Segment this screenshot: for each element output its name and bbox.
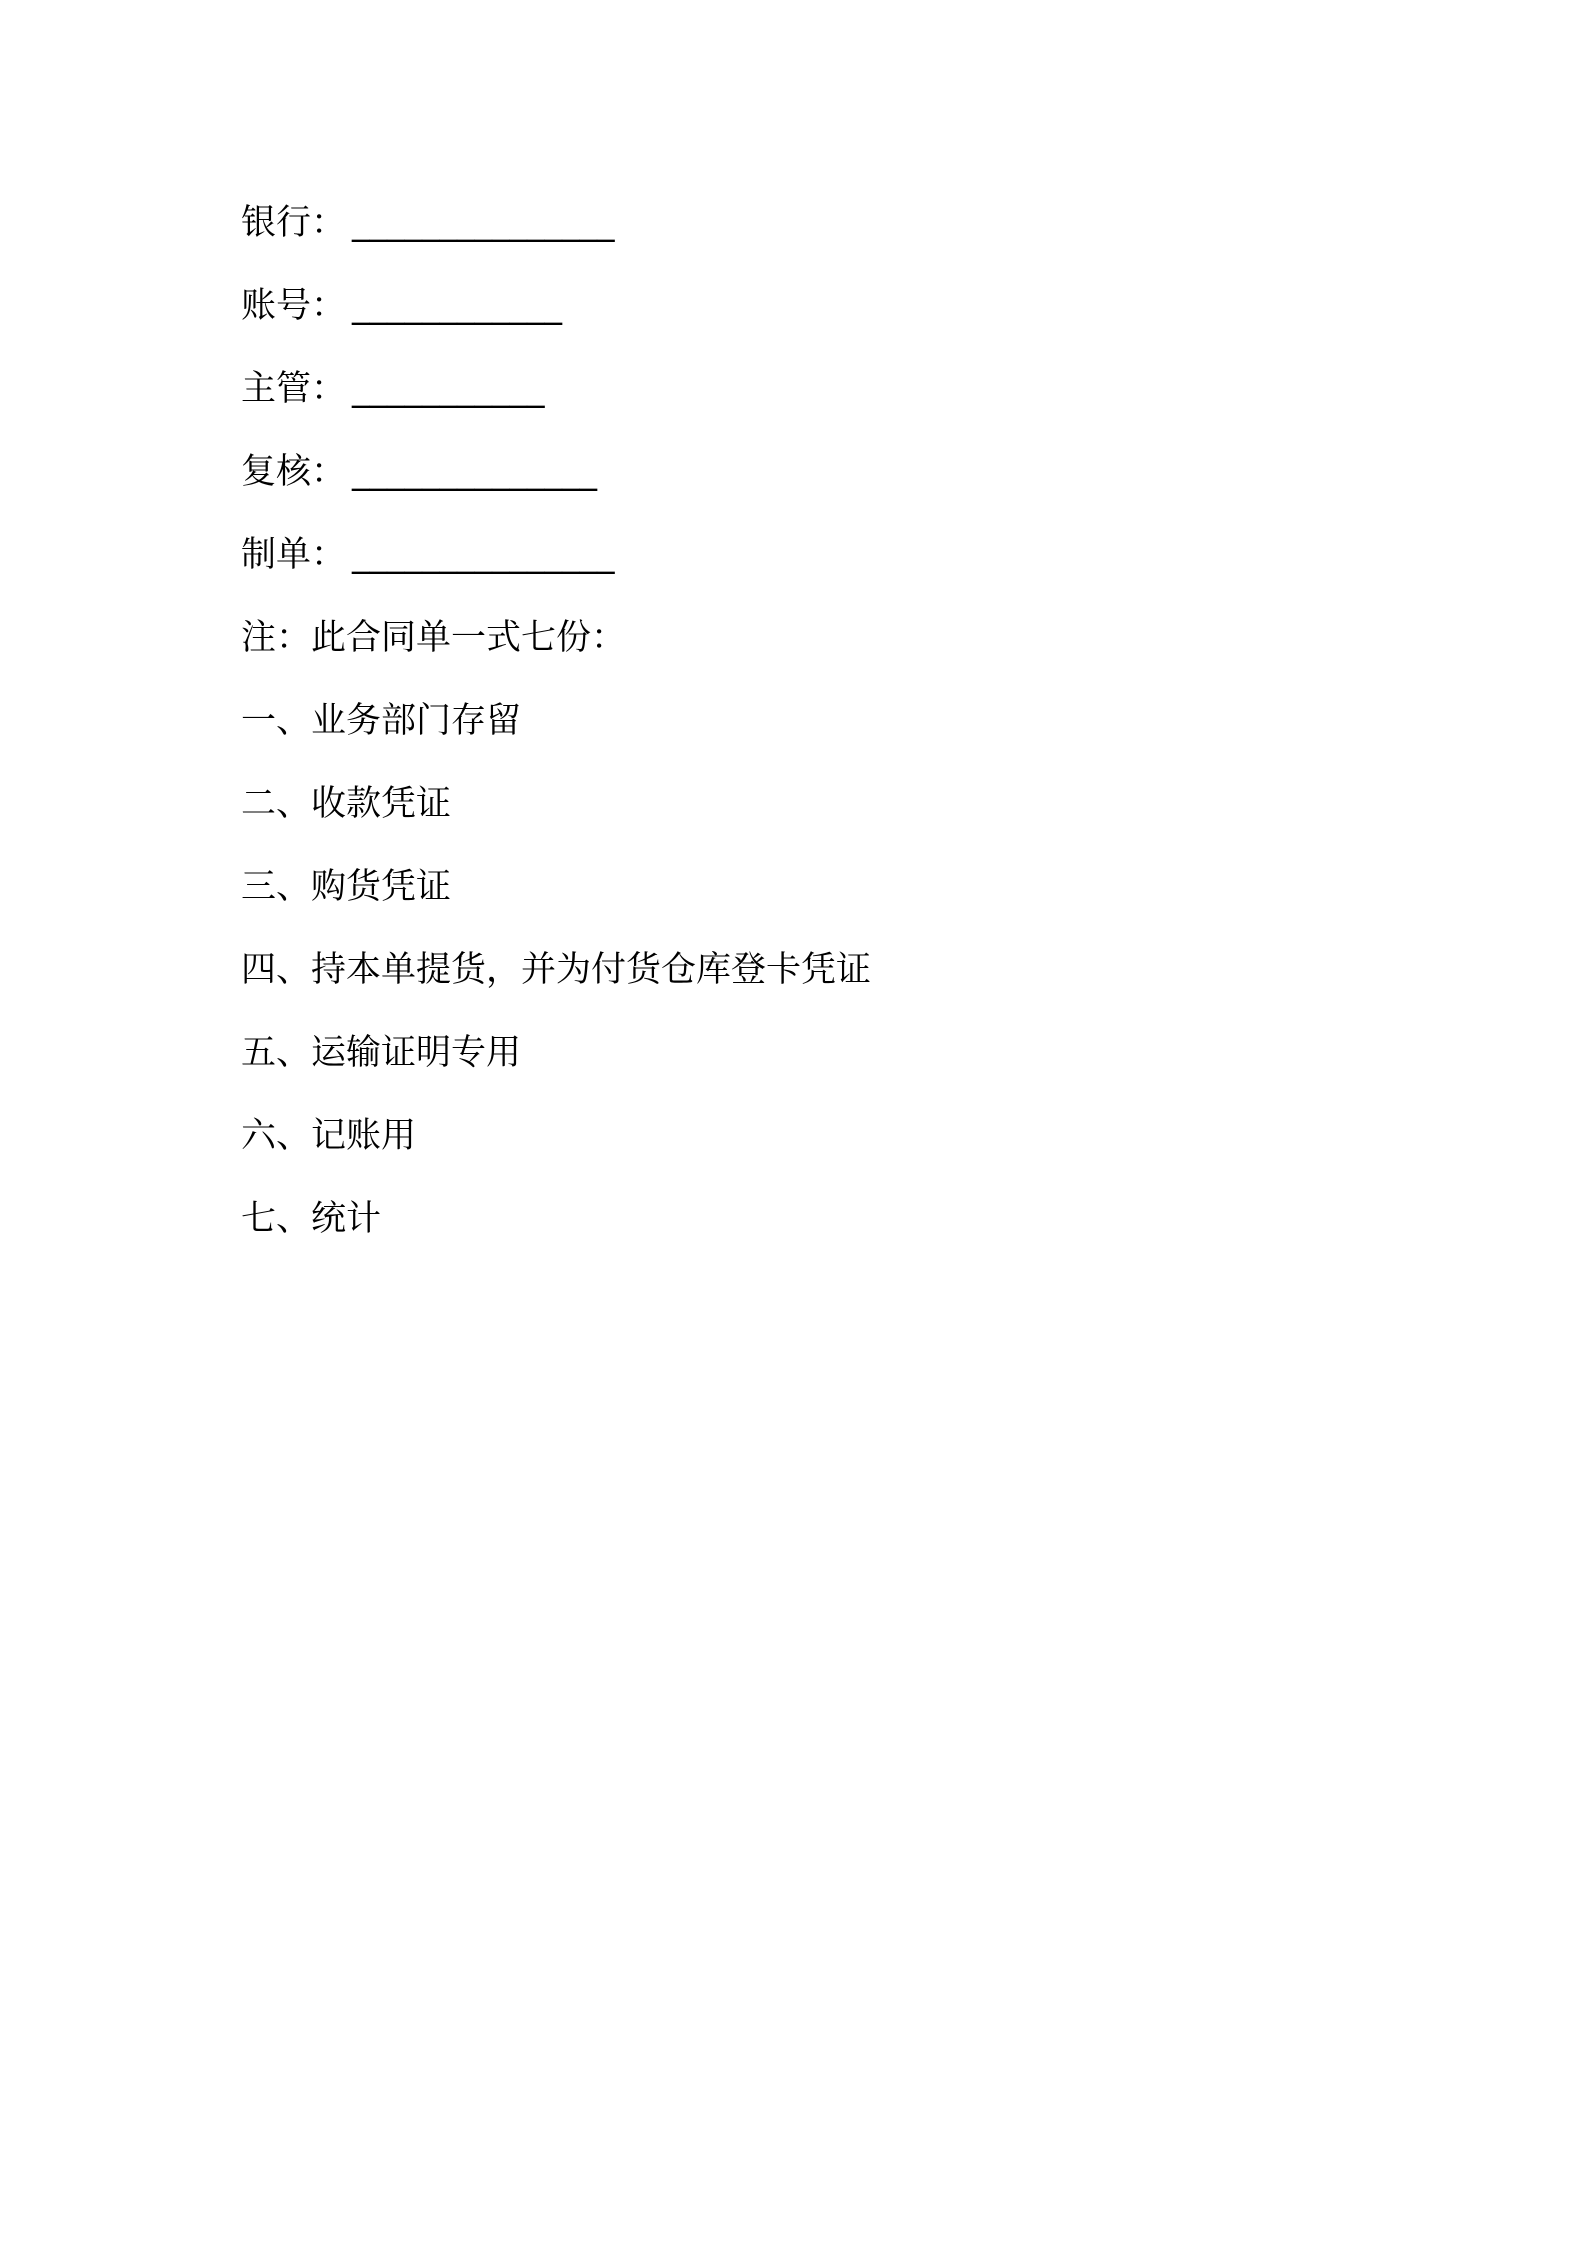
note-item: 四、持本单提货，并为付货仓库登卡凭证 xyxy=(241,950,872,990)
reviewer-field xyxy=(241,446,1341,529)
supervisor-field xyxy=(241,363,1341,446)
preparer-label: 制单： xyxy=(241,535,347,575)
supervisor-blank: ___________ xyxy=(352,369,545,409)
preparer-field xyxy=(241,529,1341,612)
reviewer-label: 复核： xyxy=(241,452,347,492)
note-item: 五、运输证明专用 xyxy=(241,1033,522,1073)
bank-blank: _______________ xyxy=(352,203,615,243)
bank-field xyxy=(241,197,1341,280)
preparer-blank: _______________ xyxy=(352,535,615,575)
note-title: 注：此合同单一式七份： xyxy=(241,618,627,658)
reviewer-blank: ______________ xyxy=(352,452,598,492)
account-blank: ____________ xyxy=(352,286,563,326)
note-item: 六、记账用 xyxy=(241,1116,417,1156)
document-body xyxy=(241,197,1341,1276)
supervisor-label: 主管： xyxy=(241,369,347,409)
note-item: 一、业务部门存留 xyxy=(241,701,522,741)
bank-label: 银行： xyxy=(241,203,347,243)
note-item: 三、购货凭证 xyxy=(241,867,452,907)
note-item: 二、收款凭证 xyxy=(241,784,452,824)
account-label: 账号： xyxy=(241,286,347,326)
account-field xyxy=(241,280,1341,363)
note-item: 七、统计 xyxy=(241,1199,382,1239)
